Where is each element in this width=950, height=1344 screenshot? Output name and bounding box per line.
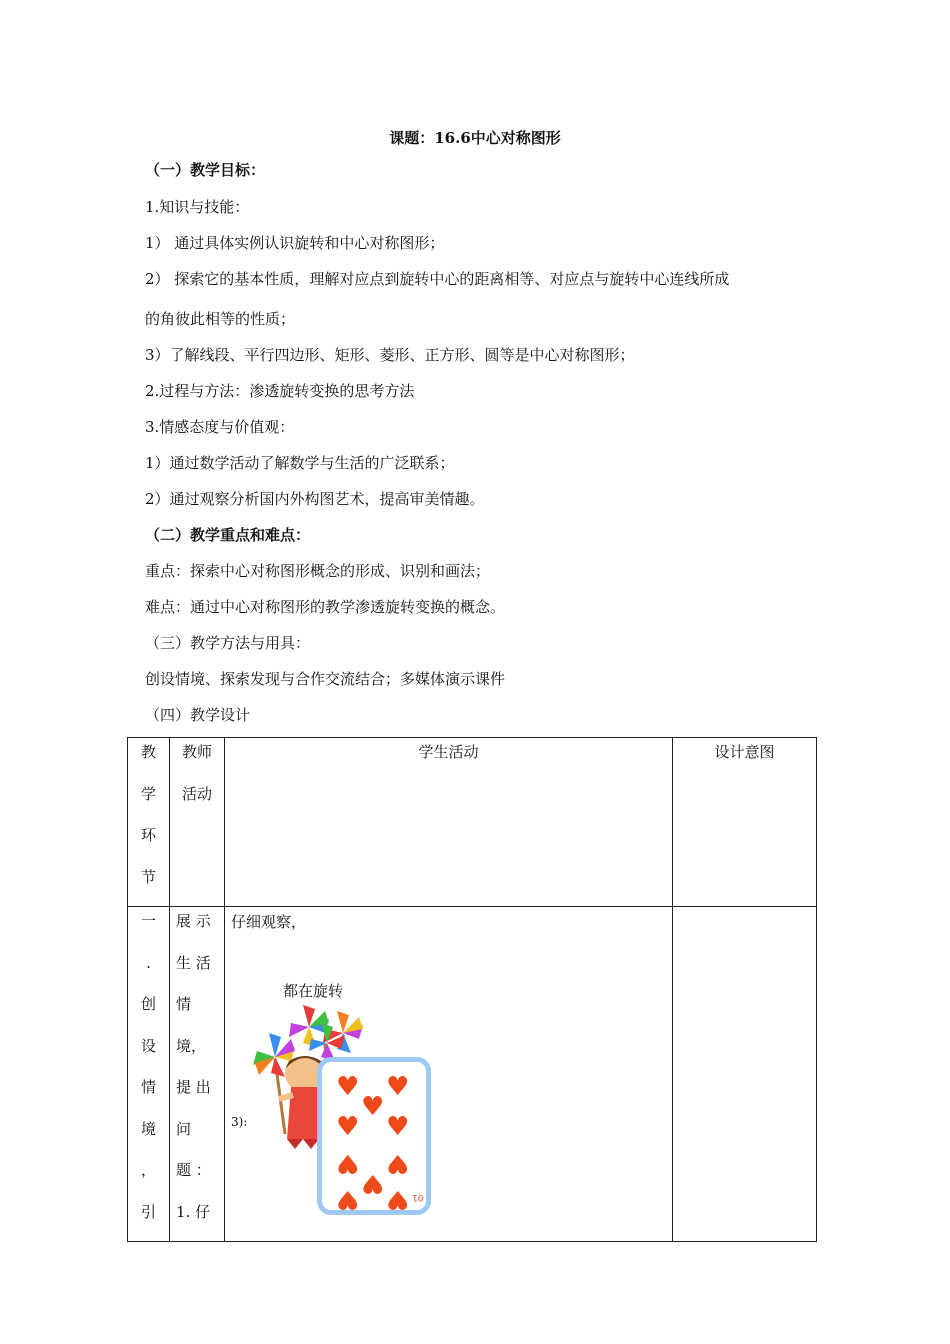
heart-icon: ♥ (336, 1148, 360, 1178)
table-cell-char: . (146, 953, 151, 972)
table-cell-char: 教 (140, 743, 156, 761)
student-activity-text: 仔细观察， (231, 913, 307, 931)
table-cell-char: 学 (140, 784, 156, 803)
table-cell-char: 创 (140, 995, 156, 1013)
card-corner-index: 01 (412, 1192, 424, 1202)
table-cell-char: 一 (140, 912, 156, 930)
table-cell-char: ， (140, 1161, 156, 1179)
table-cell-char: 情 (140, 1078, 156, 1096)
row1-col-student (225, 907, 673, 1242)
header-col-stage (128, 738, 170, 907)
text-line: 难点：通过中心对称图形的教学渗透旋转变换的概念。 (145, 598, 506, 616)
text-line: 1.知识与技能： (145, 198, 250, 216)
table-cell-char: 教师 (181, 743, 212, 761)
row1-col-teacher (170, 907, 225, 1242)
heart-icon: ♥ (386, 1184, 410, 1214)
text-line: 1） 通过具体实例认识旋转和中心对称图形； (145, 234, 445, 252)
section-2-heading: （二）教学重点和难点： (145, 526, 311, 544)
header-col-teacher (170, 738, 225, 907)
header-col-intent: 设计意图 (673, 738, 817, 907)
section-4-heading: （四）教学设计 (145, 706, 251, 724)
text-line: 3）了解线段、平行四边形、矩形、菱形、正方形、圆等是中心对称图形； (145, 346, 635, 364)
playing-card-image (317, 1057, 431, 1215)
table-cell-char: 题 ： (176, 1161, 211, 1179)
text-line: 1）通过数学活动了解数学与生活的广泛联系； (145, 454, 455, 472)
table-cell-char: 提 出 (176, 1078, 211, 1096)
heart-icon: ♥ (336, 1112, 360, 1142)
table-cell-char: 环 (140, 826, 156, 844)
table-cell-char: 情 (176, 995, 192, 1013)
heart-icon: ♥ (386, 1072, 410, 1102)
table-cell-char: 1. 仔 (176, 1202, 211, 1221)
table-cell-char: 境， (176, 1036, 207, 1055)
table-cell-char: 活动 (181, 784, 212, 803)
heart-icon: ♥ (361, 1092, 385, 1122)
header-col-student: 学生活动 (225, 738, 673, 907)
row1-col-intent (673, 907, 817, 1242)
text-line: 2） 探索它的基本性质，理解对应点到旋转中心的距离相等、对应点与旋转中心连线所成 (145, 270, 730, 288)
table-cell-char: 节 (140, 867, 156, 886)
table-cell-char: 生 活 (176, 953, 211, 972)
heart-icon: ♥ (361, 1168, 385, 1198)
heart-icon: ♥ (386, 1148, 410, 1178)
table-cell-char: 问 (176, 1119, 192, 1138)
text-line: 2.过程与方法：渗透旋转变换的思考方法 (145, 382, 415, 400)
table-cell-char: 展 示 (176, 912, 211, 930)
section-1-heading: （一）教学目标： (145, 161, 266, 179)
text-line: 2）通过观察分析国内外构图艺术，提高审美情趣。 (145, 490, 485, 508)
heart-icon: ♥ (386, 1112, 410, 1142)
text-line: 重点：探索中心对称图形概念的形成、识别和画法； (145, 562, 491, 580)
row1-col-stage (128, 907, 170, 1242)
heart-icon: ♥ (336, 1072, 360, 1102)
table-cell-char: 设 (140, 1036, 156, 1055)
page-title: 课题：16.6中心对称图形 (389, 129, 561, 147)
heart-icon: ♥ (336, 1184, 360, 1214)
image-caption: 都在旋转 (283, 982, 344, 1000)
list-marker: 3): (231, 1115, 248, 1129)
section-3-heading: （三）教学方法与用具： (145, 634, 311, 652)
text-line: 的角彼此相等的性质； (145, 310, 296, 328)
table-row (128, 907, 817, 1242)
table-cell-char: 境 (140, 1119, 156, 1138)
table-cell-char: 引 (140, 1202, 156, 1221)
table-header-row (128, 738, 817, 907)
teaching-design-table (127, 737, 817, 1242)
text-line: 创设情境、探索发现与合作交流结合；多媒体演示课件 (145, 670, 506, 688)
text-line: 3.情感态度与价值观： (145, 418, 295, 436)
